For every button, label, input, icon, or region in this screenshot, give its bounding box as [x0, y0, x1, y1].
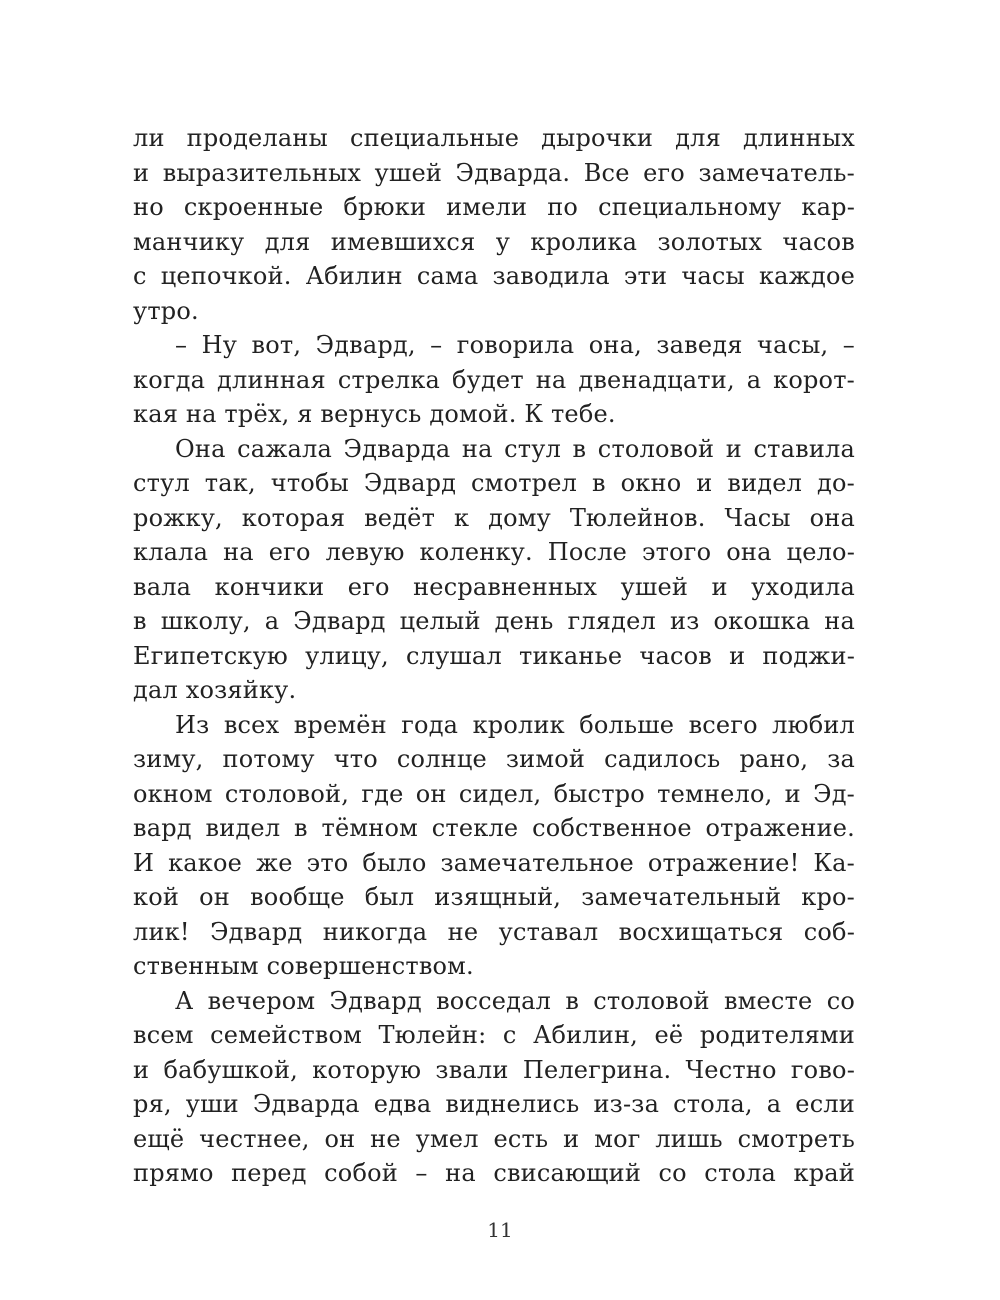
text-line: вала кончики его несравненных ушей и уходила: [133, 572, 855, 601]
text-line: рожку, которая ведёт к дому Тюлейнов. Часы она: [133, 503, 855, 532]
text-line: клала на его левую коленку. После этого она цело-: [133, 538, 855, 566]
text-line: зиму, потому что солнце зимой садилось рано, за: [133, 745, 855, 773]
page-number: 11: [487, 1218, 513, 1242]
text-line: дал хозяйку.: [133, 676, 297, 704]
text-line: – Ну вот, Эдвард, – говорила она, заведя часы, –: [175, 331, 855, 359]
text-line: но скроенные брюки имели по специальному кар-: [133, 193, 855, 221]
text-line: кая на трёх, я вернусь домой. К тебе.: [133, 400, 616, 428]
text-line: окном столовой, где он сидел, быстро темнело, и Эд-: [133, 779, 855, 808]
text-line: А вечером Эдвард восседал в столовой вместе со: [175, 986, 855, 1015]
text-line: в школу, а Эдвард целый день глядел из окошка на: [133, 607, 855, 635]
text-line: вард видел в тёмном стекле собственное отражение.: [133, 814, 855, 842]
body-text: [133, 121, 855, 1191]
text-line: ря, уши Эдварда едва виднелись из-за стола, а если: [133, 1090, 855, 1118]
text-line: и выразительных ушей Эдварда. Все его замечатель-: [133, 158, 855, 187]
text-line: кой он вообще был изящный, замечательный кро-: [133, 883, 855, 911]
text-line: лик! Эдвард никогда не уставал восхищаться соб-: [133, 917, 855, 946]
text-line: Египетскую улицу, слушал тиканье часов и поджи-: [133, 641, 855, 670]
text-line: с цепочкой. Абилин сама заводила эти часы каждое: [133, 262, 855, 290]
text-line: и бабушкой, которую звали Пелегрина. Честно гово-: [133, 1055, 855, 1084]
text-line: ещё честнее, он не умел есть и мог лишь смотреть: [133, 1124, 855, 1153]
text-line: Она сажала Эдварда на стул в столовой и ставила: [175, 434, 855, 463]
text-line: стул так, чтобы Эдвард смотрел в окно и видел до-: [133, 469, 855, 497]
text-line: ственным совершенством.: [133, 952, 474, 980]
text-line: Из всех времён года кролик больше всего любил: [175, 710, 855, 739]
text-line: ли проделаны специальные дырочки для длинных: [133, 124, 855, 152]
text-line: когда длинная стрелка будет на двенадцати, а корот-: [133, 365, 855, 394]
text-line: прямо перед собой – на свисающий со стола край: [133, 1159, 855, 1187]
text-line: утро.: [133, 296, 199, 325]
text-line: И какое же это было замечательное отражение! Ка-: [133, 848, 855, 877]
text-line: манчику для имевшихся у кролика золотых часов: [133, 227, 855, 256]
text-line: всем семейством Тюлейн: с Абилин, её родителями: [133, 1021, 855, 1049]
